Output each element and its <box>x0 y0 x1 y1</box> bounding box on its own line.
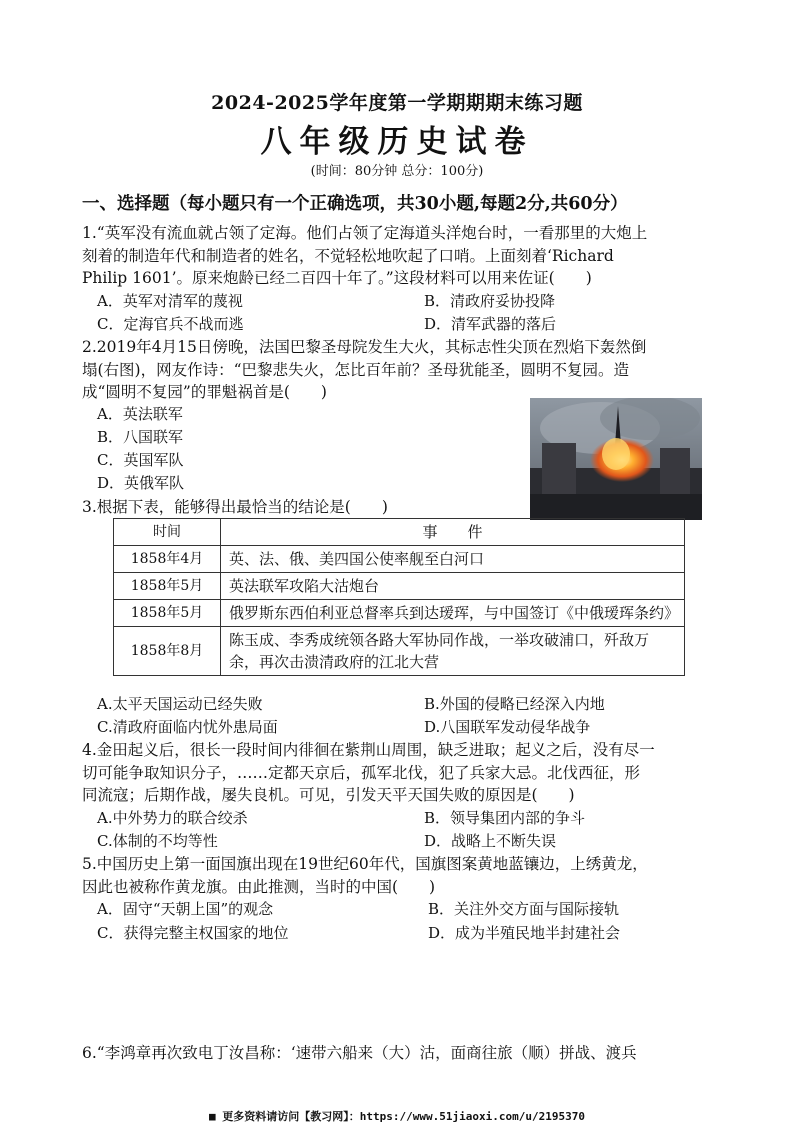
table-cell-event: 英法联军攻陷大沽炮台 <box>221 573 685 600</box>
question-line: 4.金田起义后，很长一段时间内徘徊在紫荆山周围，缺乏进取；起义之后，没有尽一 <box>82 741 655 759</box>
option-c: C.清政府面临内忧外患局面 <box>97 718 278 736</box>
table-row <box>114 600 685 627</box>
option-a: A．固守“天朝上国”的观念 <box>97 900 274 918</box>
option-c: C．定海官兵不战而逃 <box>97 315 244 333</box>
table-cell-event: 俄罗斯东西伯利亚总督率兵到达瑷珲，与中国签订《中俄瑷珲条约》 <box>221 600 685 627</box>
table-cell-event: 英、法、俄、美四国公使率舰至白河口 <box>221 546 685 573</box>
option-a: A.太平天国运动已经失败 <box>97 695 263 713</box>
events-table <box>113 518 685 676</box>
question-line: 2.2019年4月15日傍晚，法国巴黎圣母院发生大火，其标志性尖顶在烈焰下轰然倒 <box>82 338 647 356</box>
option-c: C．获得完整主权国家的地位 <box>97 924 289 942</box>
question-line: Philip 1601’。原来炮龄已经二百四十年了。”这段材料可以用来佐证( ) <box>82 269 592 287</box>
question-line: 因此也被称作黄龙旗。由此推测，当时的中国( ) <box>82 877 436 896</box>
question-line: 刻着的制造年代和制造者的姓名，不觉轻松地吹起了口哨。上面刻着‘Richard <box>82 246 614 265</box>
footer-link-text[interactable]: ■ 更多资料请访问【教习网】：https://www.51jiaoxi.com/u/2195370 <box>209 1110 585 1123</box>
table-cell-time: 1858年5月 <box>114 573 221 600</box>
exam-meta: (时间：80分钟 总分：100分) <box>310 164 484 179</box>
question-line: 成“圆明不复园”的罪魁祸首是( ) <box>82 383 327 401</box>
option-d: D.八国联军发动侵华战争 <box>424 718 591 736</box>
exam-title: 八年级历史试卷 <box>260 124 534 160</box>
question-6 <box>82 1042 714 1065</box>
option-a: A．英军对清军的蔑视 <box>97 292 243 310</box>
option-c: C.体制的不均等性 <box>97 832 218 850</box>
option-a: A.中外势力的联合绞杀 <box>97 809 248 827</box>
option-d: D．英俄军队 <box>97 474 185 492</box>
option-d: D．成为半殖民地半封建社会 <box>428 924 621 942</box>
exam-year-title: 2024-2025学年度第一学期期期末练习题 <box>211 92 583 114</box>
option-c: C．英国军队 <box>97 451 184 469</box>
option-d: D．战略上不断失误 <box>424 832 557 850</box>
question-1 <box>82 222 714 290</box>
question-line: 5.中国历史上第一面国旗出现在19世纪60年代，国旗图案黄地蓝镶边，上绣黄龙， <box>82 855 648 873</box>
option-b: B．清政府妥协投降 <box>424 292 556 310</box>
section-heading: 一、选择题（每小题只有一个正确选项，共30小题,每题2分,共60分） <box>82 194 628 214</box>
table-header-cell: 时间 <box>114 519 221 546</box>
option-b: B．关注外交方面与国际接轨 <box>428 900 620 918</box>
table-cell-time: 1858年5月 <box>114 600 221 627</box>
table-header-row <box>114 519 685 546</box>
table-cell-event: 陈玉成、李秀成统领各路大军协同作战，一举攻破浦口，歼敌万余，再次击溃清政府的江北大营 <box>221 627 685 676</box>
question-3 <box>82 496 714 519</box>
question-line: 3.根据下表，能够得出最恰当的结论是( ) <box>82 498 388 516</box>
option-b: B.外国的侵略已经深入内地 <box>424 695 605 713</box>
table-cell-time: 1858年8月 <box>114 627 221 676</box>
question-line: 同流寇；后期作战，屡失良机。可见，引发天平天国失败的原因是( ) <box>82 786 575 804</box>
question-line: 塌(右图)，网友作诗：“巴黎悲失火，怎比百年前？圣母犹能圣，圆明不复园。造 <box>82 360 630 379</box>
table-row <box>114 573 685 600</box>
question-4 <box>82 739 714 807</box>
question-line: 1.“英军没有流血就占领了定海。他们占领了定海道头洋炮台时，一看那里的大炮上 <box>82 224 648 242</box>
question-line: 6.“李鸿章再次致电丁汝昌称：‘速带六船来（大）沽，面商往旅（顺）拼战、渡兵 <box>82 1044 637 1062</box>
option-b: B．领导集团内部的争斗 <box>424 809 586 827</box>
question-5 <box>82 853 714 898</box>
option-a: A．英法联军 <box>97 405 183 423</box>
table-cell-time: 1858年4月 <box>114 546 221 573</box>
option-d: D．清军武器的落后 <box>424 315 557 333</box>
question-2 <box>82 336 714 404</box>
table-header-cell: 事 件 <box>221 519 685 546</box>
table-row <box>114 627 685 676</box>
option-b: B．八国联军 <box>97 428 184 446</box>
question-line: 切可能争取知识分子，……定都天京后，孤军北伐，犯了兵家大忌。北伐西征，形 <box>82 763 641 782</box>
table-row <box>114 546 685 573</box>
